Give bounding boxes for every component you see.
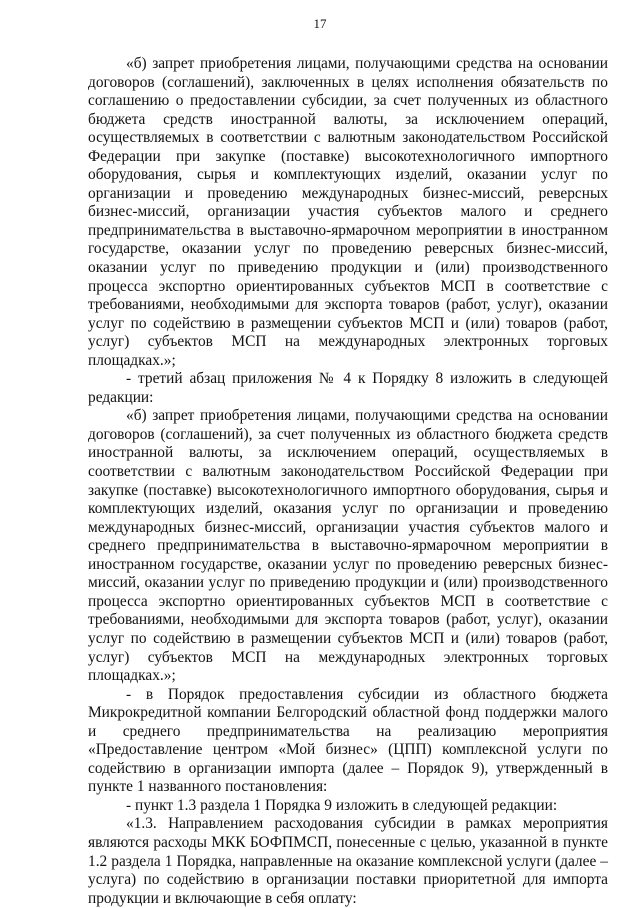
paragraph-amendment-appendix-4: - третий абзац приложения № 4 к Порядку 8 изложить в следующей редакции: [88, 370, 608, 406]
page-number: 17 [313, 16, 327, 31]
document-body [88, 55, 608, 908]
paragraph-subsidy-restriction-1: «б) запрет приобретения лицами, получающими средства на основании договоров (соглашений), заключенных в целях исполнения обязательств по соглашению о предоставлении субсидии, за счет полученных из областного бюджета средств иностранной валюты, за исключением операций, осуществляемых в соответствии с валютным законодательством Российской Федерации при закупке (поставке) высокотехнологичного импортного оборудования, сырья и комплектующих изделий, оказании услуг по организации и проведению международных бизнес-миссий, реверсных бизнес-миссий, организации участия субъектов малого и среднего предпринимательства в выставочно-ярмарочном мероприятии в иностранном государстве, оказании услуг по проведению реверсных бизнес-миссий, оказании услуг по приведению продукции и (или) производственного процесса экспортно ориентированных субъектов МСП в соответствие с требованиями, необходимыми для экспорта товаров (работ, услуг), оказании услуг по содействию в размещении субъектов МСП и (или) товаров (работ, услуг) субъектов МСП на международных электронных торговых площадках.»; [88, 55, 608, 369]
paragraph-clause-1-3-amendment: - пункт 1.3 раздела 1 Порядка 9 изложить в следующей редакции: [126, 796, 558, 814]
paragraph-subsidy-restriction-2: «б) запрет приобретения лицами, получающими средства на основании договоров (соглашений), за счет полученных из областного бюджета средств иностранной валюты, за исключением операций, осуществляемых в соответствии с валютным законодательством Российской Федерации при закупке (поставке) высокотехнологичного импортного оборудования, сырья и комплектующих изделий, оказания услуг по организации и проведению международных бизнес-миссий, организации участия субъектов малого и среднего предпринимательства в выставочно-ярмарочном мероприятии в иностранном государстве, оказании услуг по проведению реверсных бизнес-миссий, оказании услуг по приведению продукции и (или) производственного процесса экспортно ориентированных субъектов МСП в соответствие с требованиями, необходимыми для экспорта товаров (работ, услуг), оказании услуг по содействию в размещении субъектов МСП и (или) товаров (работ, услуг) субъектов МСП на международных электронных торговых площадках.»; [88, 407, 608, 685]
paragraph-order-9-amendment: - в Порядок предоставления субсидии из областного бюджета Микрокредитной компании Белгородский областной фонд поддержки малого и среднего предпринимательства на реализацию мероприятия «Предоставление центром «Мой бизнес» (ЦПП) комплексной услуги по содействию в организации импорта (далее – Порядок 9), утвержденный в пункте 1 названного постановления: [88, 685, 608, 796]
paragraph-clause-1-3-text: «1.3. Направлением расходования субсидии в рамках мероприятия являются расходы МКК БОФПМСП, понесенные с целью, указанной в пункте 1.2 раздела 1 Порядка, направленные на оказание комплексной услуги (далее – услуга) по содействию в организации поставки приоритетной для импорта продукции и включающие в себя оплату: [88, 815, 608, 907]
